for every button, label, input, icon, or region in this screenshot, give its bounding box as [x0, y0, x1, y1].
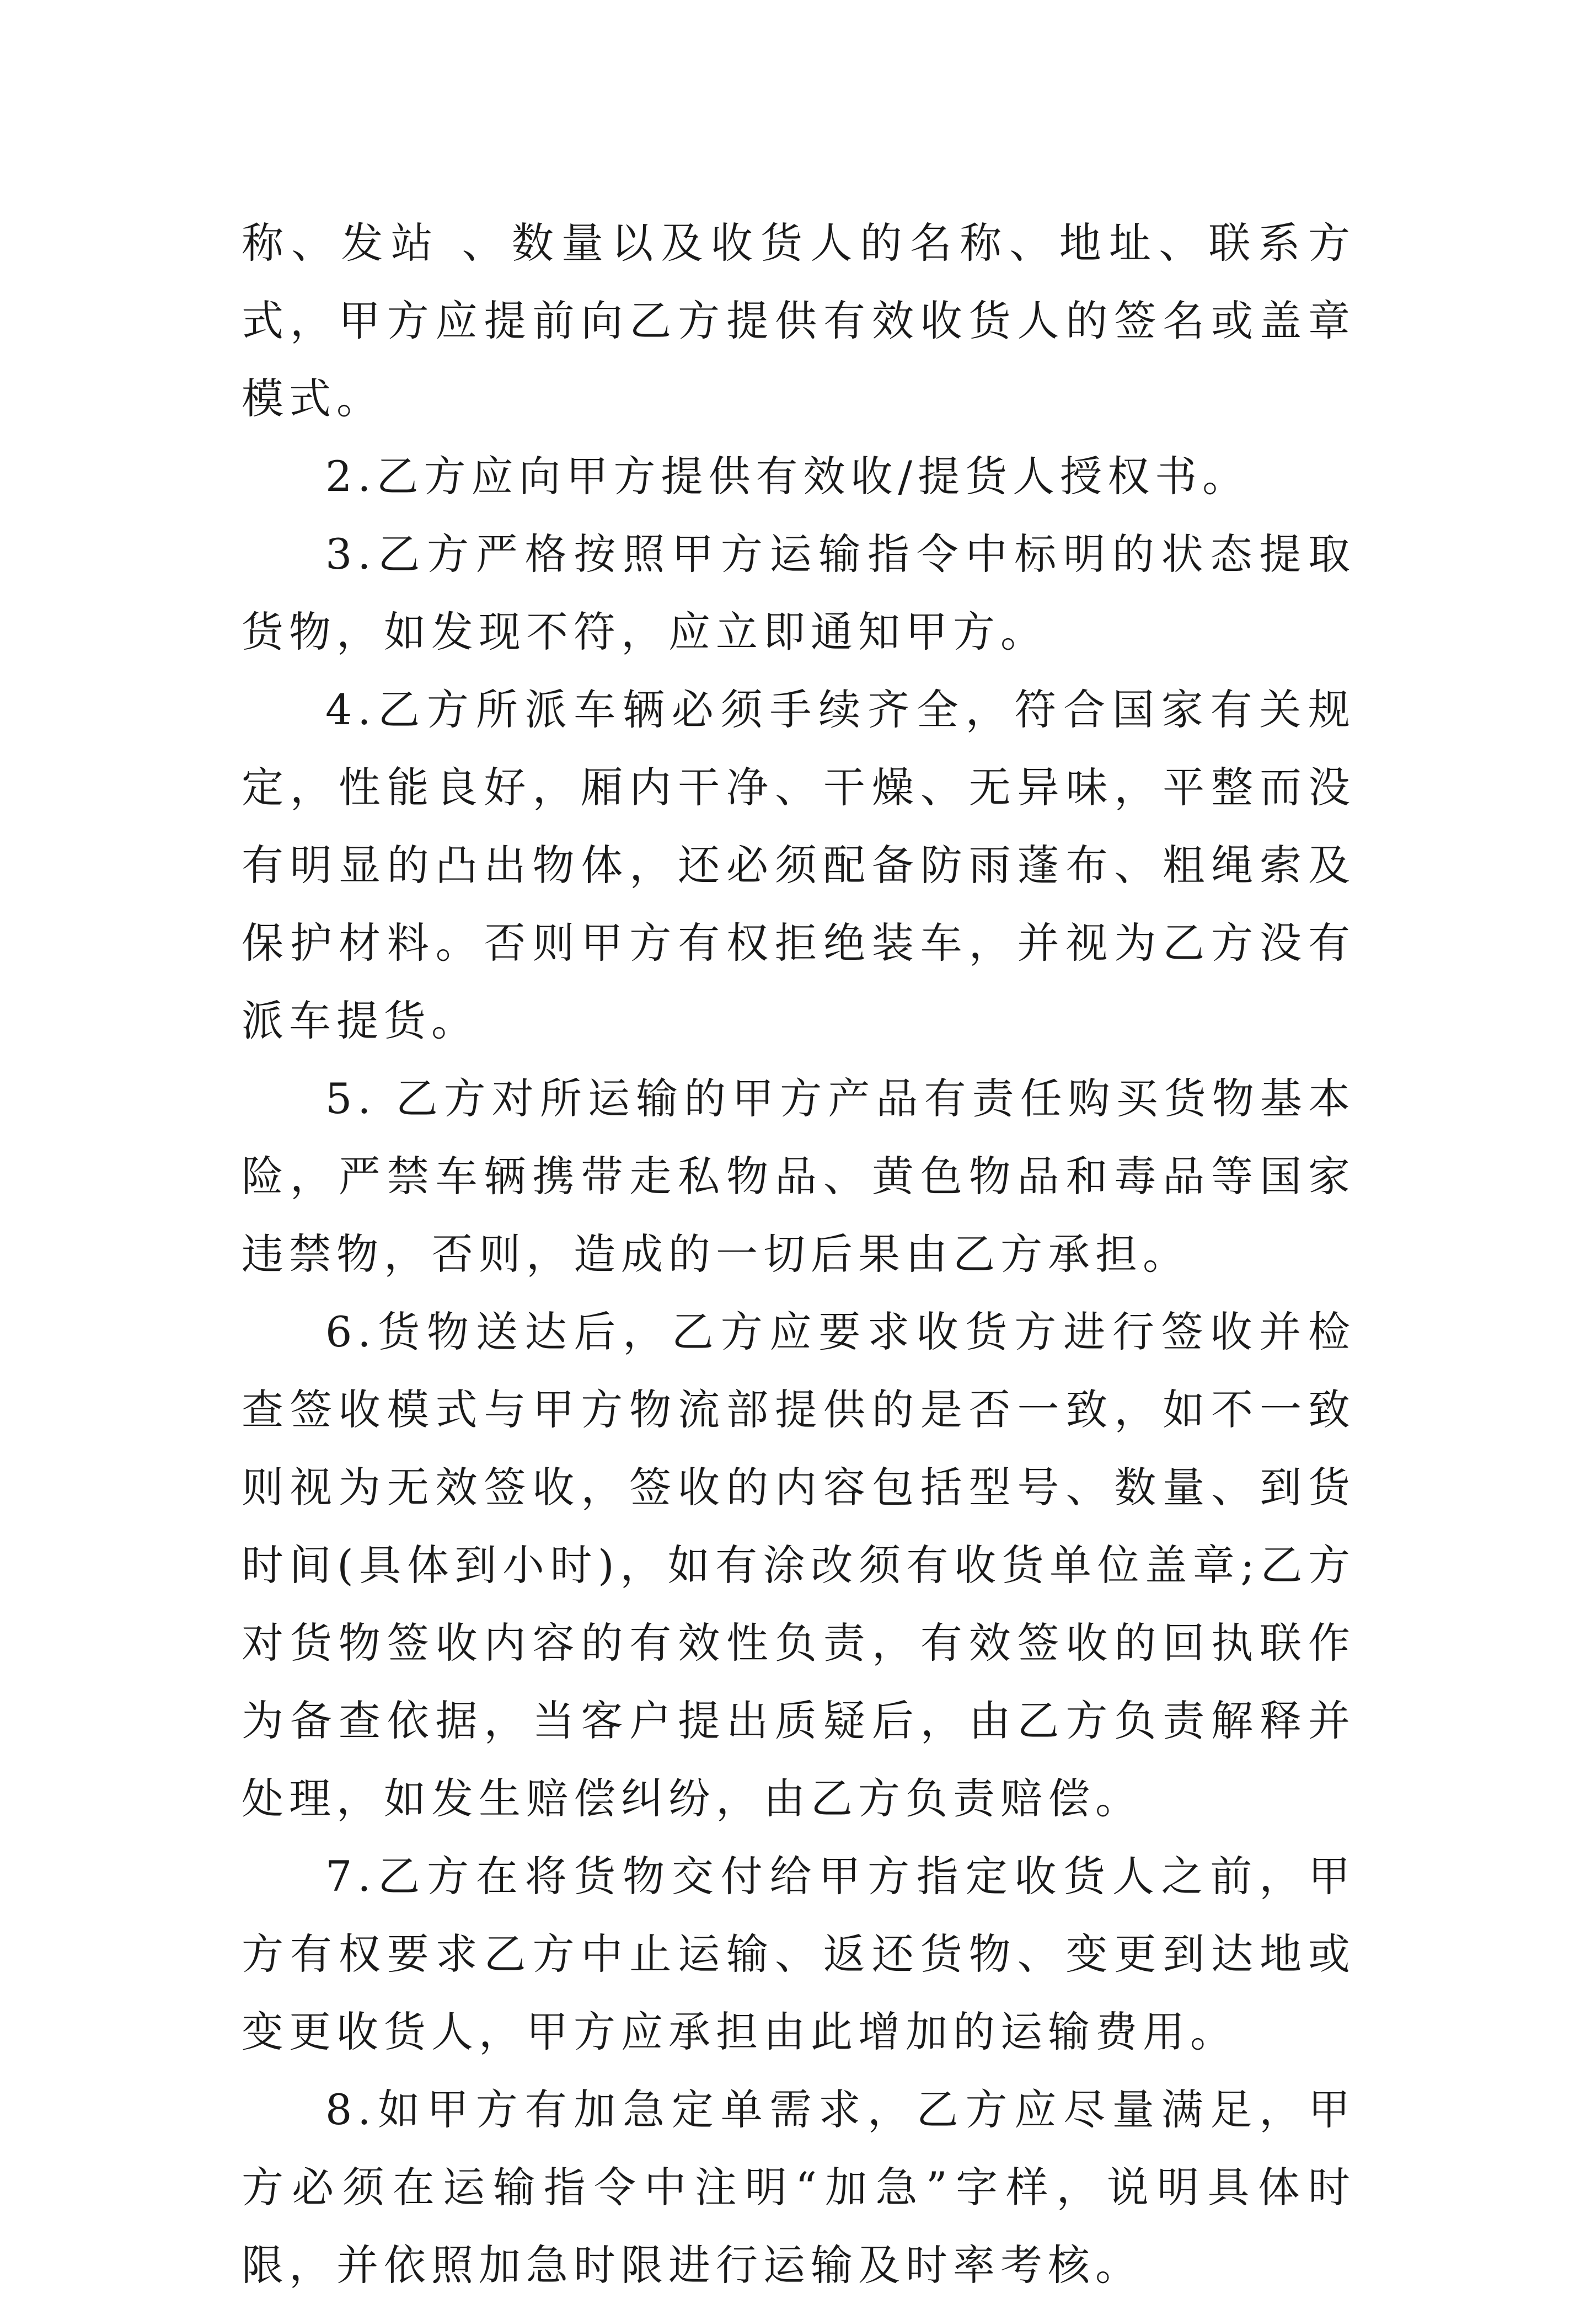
clause-5: 5. 乙方对所运输的甲方产品有责任购买货物基本险，严禁车辆携带走私物品、黄色物品和毒品等国家违禁物，否则，造成的一切后果由乙方承担。: [242, 1074, 1356, 1279]
clause-8: 8.如甲方有加急定单需求，乙方应尽量满足，甲方必须在运输指令中注明“加急”字样，说明具体时限，并依照加急时限进行运输及时率考核。: [242, 2085, 1356, 2290]
clause-6: 6.货物送达后，乙方应要求收货方进行签收并检查签收模式与甲方物流部提供的是否一致，如不一致则视为无效签收，签收的内容包括型号、数量、到货时间(具体到小时)，如有涂改须有收货单位盖章;乙方对货物签收内容的有效性负责，有效签收的回执联作为备查依据，当客户提出质疑后，由乙方负责解释并处理，如发生赔偿纠纷，由乙方负责赔偿。: [242, 1307, 1356, 1823]
clause-7: 7.乙方在将货物交付给甲方指定收货人之前，甲方有权要求乙方中止运输、返还货物、变更到达地或变更收货人，甲方应承担由此增加的运输费用。: [242, 1852, 1356, 2056]
contract-body: [242, 204, 1356, 2304]
paragraph-continuation: 称、发站 、数量以及收货人的名称、地址、联系方式，甲方应提前向乙方提供有效收货人的签名或盖章模式。: [242, 218, 1356, 423]
clause-2: 2.乙方应向甲方提供有效收/提货人授权书。: [325, 452, 1250, 501]
clause-3: 3.乙方严格按照甲方运输指令中标明的状态提取货物，如发现不符，应立即通知甲方。: [242, 530, 1356, 656]
clause-4: 4.乙方所派车辆必须手续齐全，符合国家有关规定，性能良好，厢内干净、干燥、无异味，平整而没有明显的凸出物体，还必须配备防雨蓬布、粗绳索及保护材料。否则甲方有权拒绝装车，并视为乙方没有派车提货。: [242, 685, 1356, 1045]
